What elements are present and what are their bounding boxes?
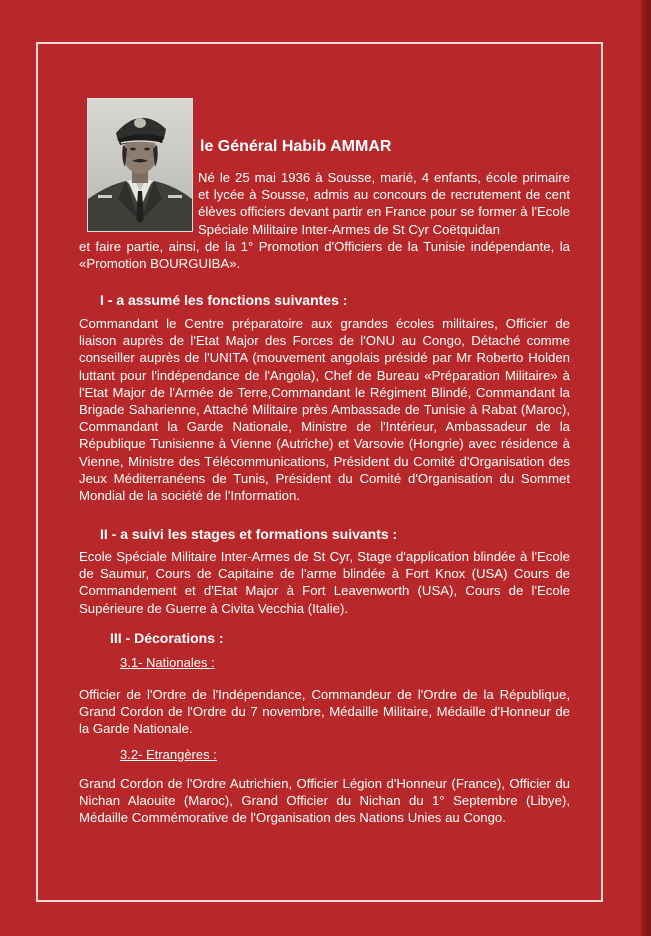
section-3-1-body: Officier de l'Ordre de l'Indépendance, Commandeur de l'Ordre de la République, Grand Cordon de l'Ordre du 7 novembre, Médaille Militaire, Médaille d'Honneur de la Garde Nationale.: [79, 687, 570, 737]
page-edge: [641, 0, 651, 936]
intro-paragraph-continued: et faire partie, ainsi, de la 1° Promotion d'Officiers de la Tunisie indépendante, la «Promotion BOURGUIBA».: [79, 239, 570, 272]
section-1-heading: I - a assumé les fonctions suivantes :: [100, 292, 348, 308]
general-name: le Général Habib AMMAR: [200, 138, 392, 155]
section-1-body: Commandant le Centre préparatoire aux grandes écoles militaires, Officier de liaison auprès de l'Etat Major des Forces de l'ONU au Congo, Détaché comme conseiller auprès de l'UNITA (mouvement angolais présidé par Mr Roberto Holden luttant pour l'indépendance de l'Angola), Chef de Bureau «Préparation Militaire» à l'Etat Major de l'Armée de Terre,Commandant le Régiment Blindé, Commandant la Brigade Saharienne, Attaché Militaire près Ambassade de Tunisie à Rabat (Maroc), Commandant la Garde Nationale, Ministre de l'Intérieur, Ambassadeur de la République Tunisienne à Vienne (Autriche) et Varsovie (Hongrie) avec résidence à Vienne, Ministre des Télécommunications, Président du Comité d'Organisation des Jeux Méditerranéens de Tunis, Président du Comité d'Organisation du Sommet Mondial de la société de l'Information.: [79, 316, 570, 504]
intro-paragraph: Né le 25 mai 1936 à Sousse, marié, 4 enfants, école primaire et lycée à Sousse, admis au concours de recrutement de cent élèves officiers devant partir en France pour se former à l'Ecole Spéciale Militaire Inter-Armes de St Cyr Coëtquidan: [198, 170, 570, 237]
portrait-photo: [87, 98, 193, 232]
section-3-2-subheading: 3.2- Etrangères :: [120, 747, 217, 762]
portrait-photo-graphic: [88, 99, 192, 231]
section-3-2-body: Grand Cordon de l'Ordre Autrichien, Officier Légion d'Honneur (France), Officier du Nichan Alaouite (Maroc), Grand Officier du Nichan du 1° Septembre (Libye), Médaille Commémorative de l'Organisation des Nations Unies au Congo.: [79, 776, 570, 826]
section-2-heading: II - a suivi les stages et formations suivants :: [100, 526, 398, 542]
section-3-heading: III - Décorations :: [110, 630, 224, 646]
section-3-1-subheading: 3.1- Nationales :: [120, 655, 215, 670]
section-2-body: Ecole Spéciale Militaire Inter-Armes de St Cyr, Stage d'application blindée à l'Ecole de Saumur, Cours de Capitaine de l'arme blindée à Fort Knox (USA) Cours de Commandement et d'Etat Major à Fort Leavenworth (USA), Cours de l'Ecole Supérieure de Guerre à Civita Vecchia (Italie).: [79, 549, 570, 616]
